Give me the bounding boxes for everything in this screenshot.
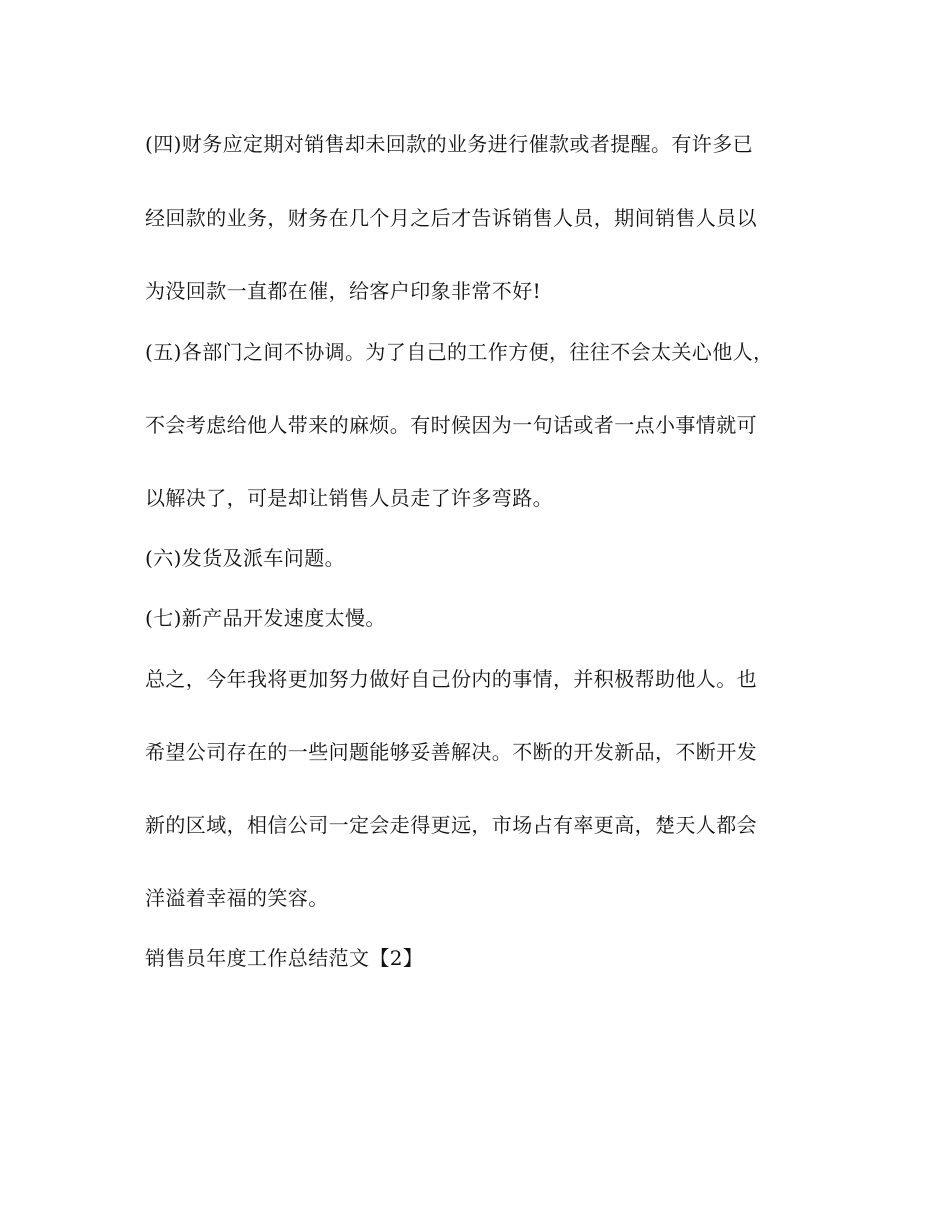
paragraph-line: (四)财务应定期对销售却未回款的业务进行催款或者提醒。有许多已 — [145, 132, 754, 156]
paragraph-line: 希望公司存在的一些问题能够妥善解决。不断的开发新品，不断开发 — [145, 740, 757, 764]
paragraph-line: 不会考虑给他人带来的麻烦。有时候因为一句话或者一点小事情就可 — [145, 413, 757, 437]
section-heading: 销售员年度工作总结范文【2】 — [145, 946, 424, 970]
paragraph-line: 为没回款一直都在催，给客户印象非常不好! — [145, 279, 542, 303]
paragraph-line: 以解决了，可是却让销售人员走了许多弯路。 — [145, 486, 553, 510]
paragraph-line: 总之，今年我将更加努力做好自己份内的事情，并积极帮助他人。也 — [145, 667, 757, 691]
paragraph-line: (六)发货及派车问题。 — [145, 546, 346, 570]
paragraph-line: 洋溢着幸福的笑容。 — [145, 886, 329, 910]
paragraph-line: 新的区域，相信公司一定会走得更远，市场占有率更高，楚天人都会 — [145, 813, 757, 837]
paragraph-line: 经回款的业务，财务在几个月之后才告诉销售人员，期间销售人员以 — [145, 206, 757, 230]
paragraph-line: (五)各部门之间不协调。为了自己的工作方便，往往不会太关心他人， — [145, 340, 774, 364]
paragraph-line: (七)新产品开发速度太慢。 — [145, 606, 386, 630]
